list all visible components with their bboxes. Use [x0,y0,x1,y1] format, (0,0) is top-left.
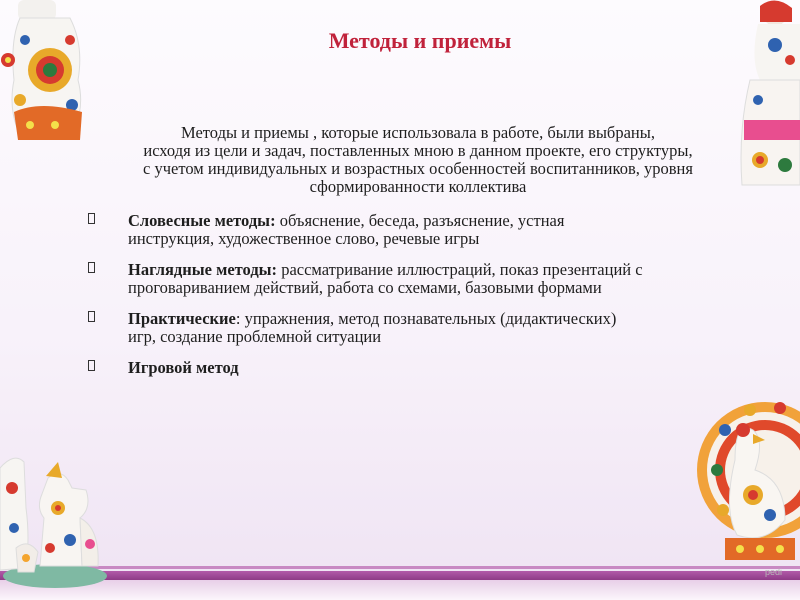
method-text: игр, создание проблемной ситуации [128,327,382,346]
intro-line: сформированности коллектива [309,177,527,196]
method-label: Наглядные методы: [128,260,278,279]
bottom-stripe [0,571,800,580]
dymkovo-toy-top-left-icon [0,0,100,150]
page-title: Методы и приемы [328,28,512,53]
method-text: рассматривание иллюстраций, показ презентаций с [277,260,643,279]
bottom-stripe-glow [0,580,800,600]
dymkovo-turkey-bottom-right-icon [695,370,800,580]
method-text: объяснение, беседа, разъяснение, устная [275,211,565,230]
method-text: инструкция, художественное слово, речевые игры [128,229,480,248]
bottom-stripe-thin [0,566,800,569]
list-item [88,310,768,346]
intro-line: с учетом индивидуальных и возрастных особенностей воспитанников, уровня [143,159,693,178]
method-label: Игровой метод [128,358,239,377]
methods-list [88,212,768,390]
method-text: : упражнения, метод познавательных (дидактических) [235,309,617,328]
method-label: Словесные методы: [128,211,276,230]
dymkovo-toy-bottom-left-icon [0,448,110,593]
intro-line: Методы и приемы , которые использовала в работе, были выбраны, [181,123,655,142]
intro-paragraph [88,124,748,196]
bullet-box-icon [88,360,95,371]
watermark-text: pedi [765,567,783,577]
list-item [88,261,768,297]
bullet-box-icon [88,311,95,322]
list-item [88,359,768,377]
bullet-box-icon [88,213,95,224]
intro-line: исходя из цели и задач, поставленных мною в данном проекте, его структуры, [143,141,693,160]
list-item [88,212,768,248]
method-label: Практические [128,309,236,328]
method-text: проговариванием действий, работа со схемами, базовыми формами [128,278,602,297]
bullet-box-icon [88,262,95,273]
